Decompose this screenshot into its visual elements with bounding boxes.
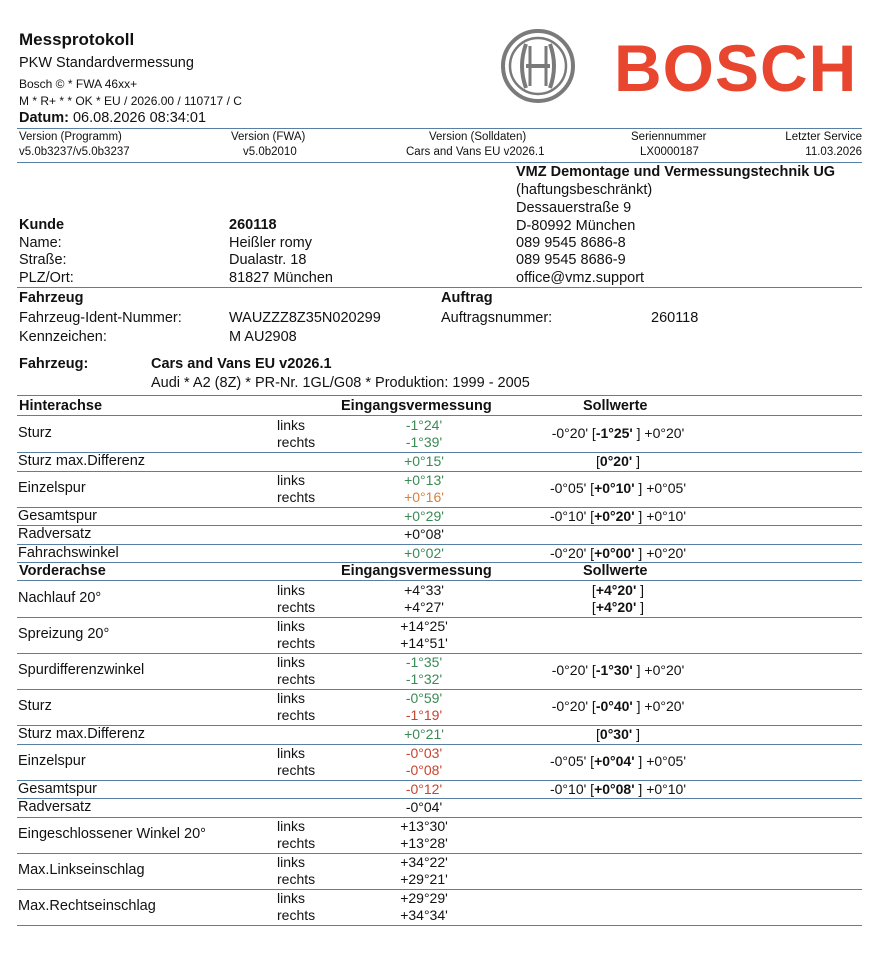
front-row-2-right-label: rechts	[277, 671, 316, 687]
customer-name-value: Heißler romy	[229, 235, 312, 251]
front-axle-heading: Vorderachse	[19, 563, 106, 579]
front-row-6-target-min: -0°10' [	[549, 780, 595, 797]
front-row-9-left-value: +34°22'	[400, 853, 448, 870]
model-description: Audi * A2 (8Z) * PR-Nr. 1GL/G08 * Produktion: 1999 - 2005	[151, 375, 530, 391]
customer-number: 260118	[229, 217, 277, 233]
rear-row-2-label: Einzelspur	[18, 479, 86, 496]
front-row-10-right-value: +34°34'	[400, 906, 448, 923]
front-row-5-target-nominal: +0°04'	[594, 752, 635, 769]
rear-row-1-target	[508, 453, 728, 469]
front-row-5-target-min: -0°05' [	[549, 752, 595, 769]
rear-row-5-label: Fahrachswinkel	[18, 544, 119, 561]
front-row-1-right-label: rechts	[277, 635, 316, 651]
front-row-3-label: Sturz	[18, 698, 52, 714]
rear-row-2-target-max: ] +0°05'	[634, 479, 687, 496]
serial-value: LX0000187	[640, 146, 699, 158]
front-row-8-left-label: links	[277, 817, 306, 834]
caster-left-close: ]	[636, 582, 645, 598]
rear-row-3-target-nominal: +0°20'	[594, 507, 635, 524]
front-row-8-left-value: +13°30'	[400, 817, 448, 834]
divider	[17, 162, 862, 163]
version-fwa-label: Version (FWA)	[231, 131, 306, 143]
rear-row-0-right-label: rechts	[277, 434, 316, 450]
front-row-1-left-value: +14°25'	[400, 618, 448, 634]
front-row-3-target-nominal: -0°40'	[595, 698, 633, 714]
front-row-3-left-value: -0°59'	[405, 690, 443, 706]
front-row-9-right-value: +29°21'	[400, 870, 448, 887]
front-row-4-target-max: ]	[632, 726, 640, 742]
front-row-0-label: Nachlauf 20°	[18, 590, 102, 606]
front-row-4-value: +0°21'	[404, 726, 444, 742]
front-row-0-left-label: links	[277, 582, 306, 598]
front-caster-target-left	[508, 582, 728, 598]
front-row-5-right-label: rechts	[277, 761, 316, 778]
rear-row-1-label: Sturz max.Differenz	[18, 453, 146, 469]
version-data-label: Version (Solldaten)	[429, 131, 527, 143]
front-row-5-right-value: -0°08'	[405, 761, 443, 778]
front-row-4-label: Sturz max.Differenz	[18, 726, 146, 742]
rear-row-0-left-label: links	[277, 417, 306, 433]
rear-row-3-target	[508, 508, 728, 524]
front-row-0-right-label: rechts	[277, 599, 316, 615]
order-label: Auftragsnummer:	[441, 310, 553, 326]
divider	[17, 415, 862, 416]
front-row-4-target-min: [	[596, 726, 600, 742]
front-row-10-label: Max.Rechtseinschlag	[18, 897, 156, 914]
rear-row-2-target-min: -0°05' [	[549, 479, 595, 496]
caster-right-nominal: +4°20'	[595, 599, 637, 615]
front-row-5-label: Einzelspur	[18, 752, 86, 769]
divider	[17, 287, 862, 288]
serial-label: Seriennummer	[631, 131, 707, 143]
rear-row-3-value: +0°29'	[404, 507, 444, 524]
rear-row-0-left-value: -1°24'	[405, 417, 443, 433]
customer-heading: Kunde	[19, 217, 65, 233]
rear-row-4-label: Radversatz	[18, 526, 92, 542]
company-street: Dessauerstraße 9	[516, 200, 632, 216]
version-fwa-value: v5.0b2010	[243, 146, 297, 158]
rear-row-0-right-value: -1°39'	[405, 434, 443, 450]
front-row-1-right-value: +14°51'	[400, 635, 448, 651]
version-data-value: Cars and Vans EU v2026.1	[406, 146, 545, 158]
front-row-2-label: Spurdifferenzwinkel	[18, 662, 145, 678]
front-row-2-right-value: -1°32'	[405, 671, 443, 687]
rear-row-3-target-min: -0°10' [	[549, 507, 595, 524]
model-label: Fahrzeug:	[19, 356, 89, 372]
front-row-9-right-label: rechts	[277, 870, 316, 887]
front-row-3-target-min: -0°20' [	[551, 698, 596, 714]
front-row-6-value: -0°12'	[405, 780, 443, 797]
front-row-4-target	[508, 726, 728, 742]
rear-axle-heading: Hinterachse	[19, 398, 103, 414]
front-row-9-left-label: links	[277, 853, 306, 870]
front-row-2-target	[508, 662, 728, 678]
rear-row-1-target-max: ]	[632, 453, 640, 469]
front-row-8-right-label: rechts	[277, 834, 316, 851]
customer-city-label: PLZ/Ort:	[19, 270, 74, 286]
rear-row-2-left-value: +0°13'	[404, 471, 444, 488]
vin-value: WAUZZZ8Z35N020299	[229, 310, 381, 326]
rear-row-5-target-nominal: +0°00'	[594, 544, 635, 561]
device-info: Bosch © * FWA 46xx+	[19, 77, 138, 91]
company-line1: (haftungsbeschränkt)	[516, 182, 653, 198]
front-row-3-right-value: -1°19'	[405, 707, 443, 723]
rear-row-5-value: +0°02'	[404, 544, 444, 561]
front-row-4-target-nominal: 0°30'	[599, 726, 633, 742]
customer-street-label: Straße:	[19, 252, 67, 268]
vehicle-heading: Fahrzeug	[19, 290, 84, 306]
order-heading: Auftrag	[441, 290, 493, 306]
front-row-8-right-value: +13°28'	[400, 834, 448, 851]
rear-row-2-left-label: links	[277, 471, 306, 488]
rear-row-4-value: +0°08'	[404, 526, 444, 542]
front-row-3-target-max: ] +0°20'	[632, 698, 685, 714]
bosch-armature-logo-icon	[500, 28, 576, 104]
caster-left-nominal: +4°20'	[595, 582, 637, 598]
divider	[17, 580, 862, 581]
divider	[17, 128, 862, 129]
customer-street-value: Dualastr. 18	[229, 252, 307, 268]
caster-left-open: [	[591, 582, 596, 598]
model-database: Cars and Vans EU v2026.1	[151, 356, 332, 372]
rear-row-0-target-nominal: -1°25'	[595, 425, 633, 441]
front-row-1-left-label: links	[277, 618, 306, 634]
order-value: 260118	[651, 310, 699, 326]
rear-row-1-target-nominal: 0°20'	[599, 453, 633, 469]
date-value: 06.08.2026 08:34:01	[72, 110, 207, 126]
front-row-6-target-max: ] +0°10'	[634, 780, 687, 797]
front-row-1-label: Spreizung 20°	[18, 626, 110, 642]
last-service-label: Letzter Service	[785, 131, 862, 143]
front-row-0-left-value: +4°33'	[404, 582, 444, 598]
plate-value: M AU2908	[229, 329, 297, 345]
front-row-10-left-label: links	[277, 889, 306, 906]
rear-row-0-target-min: -0°20' [	[551, 425, 596, 441]
front-row-10-right-label: rechts	[277, 906, 316, 923]
customer-city-value: 81827 München	[229, 270, 333, 286]
version-program-label: Version (Programm)	[19, 131, 122, 143]
device-code: M * R+ * * OK * EU / 2026.00 / 110717 / C	[19, 94, 242, 108]
front-row-7-label: Radversatz	[18, 799, 92, 815]
company-fax: 089 9545 8686-9	[516, 252, 626, 268]
front-row-2-left-value: -1°35'	[405, 654, 443, 670]
front-row-6-target	[508, 781, 728, 797]
front-row-5-target-max: ] +0°05'	[634, 752, 687, 769]
front-row-5-target	[508, 753, 728, 769]
rear-target-header: Sollwerte	[583, 398, 648, 414]
front-row-7-value: -0°04'	[405, 799, 443, 815]
front-caster-target-right	[508, 599, 728, 615]
front-row-5-left-value: -0°03'	[405, 744, 443, 761]
page-title: Messprotokoll	[19, 30, 135, 49]
rear-measure-header: Eingangsvermessung	[341, 398, 492, 414]
rear-row-3-target-max: ] +0°10'	[634, 507, 687, 524]
rear-row-1-target-min: [	[596, 453, 600, 469]
last-service-value: 11.03.2026	[805, 146, 862, 158]
vin-label: Fahrzeug-Ident-Nummer:	[19, 310, 182, 326]
front-row-8-label: Eingeschlossener Winkel 20°	[18, 825, 206, 842]
front-row-5-left-label: links	[277, 744, 306, 761]
rear-row-2-right-value: +0°16'	[404, 488, 444, 505]
customer-name-label: Name:	[19, 235, 62, 251]
front-row-6-label: Gesamtspur	[18, 780, 97, 797]
front-measure-header: Eingangsvermessung	[341, 563, 492, 579]
rear-row-2-target-nominal: +0°10'	[594, 479, 635, 496]
company-city: D-80992 München	[516, 218, 636, 234]
rear-row-3-label: Gesamtspur	[18, 507, 97, 524]
company-email: office@vmz.support	[516, 270, 645, 286]
front-row-9-label: Max.Linkseinschlag	[18, 861, 145, 878]
front-row-3-right-label: rechts	[277, 707, 316, 723]
rear-row-0-target	[508, 425, 728, 441]
rear-row-1-value: +0°15'	[404, 453, 444, 469]
front-row-3-target	[508, 698, 728, 714]
rear-row-2-right-label: rechts	[277, 488, 316, 505]
caster-right-close: ]	[636, 599, 645, 615]
plate-label: Kennzeichen:	[19, 329, 107, 345]
company-name: VMZ Demontage und Vermessungstechnik UG	[516, 164, 836, 180]
front-row-2-target-min: -0°20' [	[551, 662, 596, 678]
version-program-value: v5.0b3237/v5.0b3237	[19, 146, 130, 158]
rear-row-2-target	[508, 480, 728, 496]
front-row-0-right-value: +4°27'	[404, 599, 444, 615]
front-row-2-target-nominal: -1°30'	[595, 662, 633, 678]
front-row-3-left-label: links	[277, 690, 306, 706]
rear-row-5-target-min: -0°20' [	[549, 544, 595, 561]
front-row-6-target-nominal: +0°08'	[594, 780, 635, 797]
row-divider	[17, 925, 862, 926]
rear-row-5-target-max: ] +0°20'	[634, 544, 687, 561]
bosch-wordmark: BOSCH	[614, 31, 858, 105]
front-row-10-left-value: +29°29'	[400, 889, 448, 906]
divider	[17, 395, 862, 396]
date-label: Datum:	[19, 110, 69, 126]
date-line	[19, 110, 206, 126]
rear-row-5-target	[508, 545, 728, 561]
company-phone: 089 9545 8686-8	[516, 235, 626, 251]
rear-row-0-label: Sturz	[18, 425, 52, 441]
page-subtitle: PKW Standardvermessung	[19, 55, 194, 71]
front-target-header: Sollwerte	[583, 563, 648, 579]
rear-row-0-target-max: ] +0°20'	[632, 425, 685, 441]
caster-right-open: [	[591, 599, 596, 615]
front-row-2-target-max: ] +0°20'	[632, 662, 685, 678]
front-row-2-left-label: links	[277, 654, 306, 670]
